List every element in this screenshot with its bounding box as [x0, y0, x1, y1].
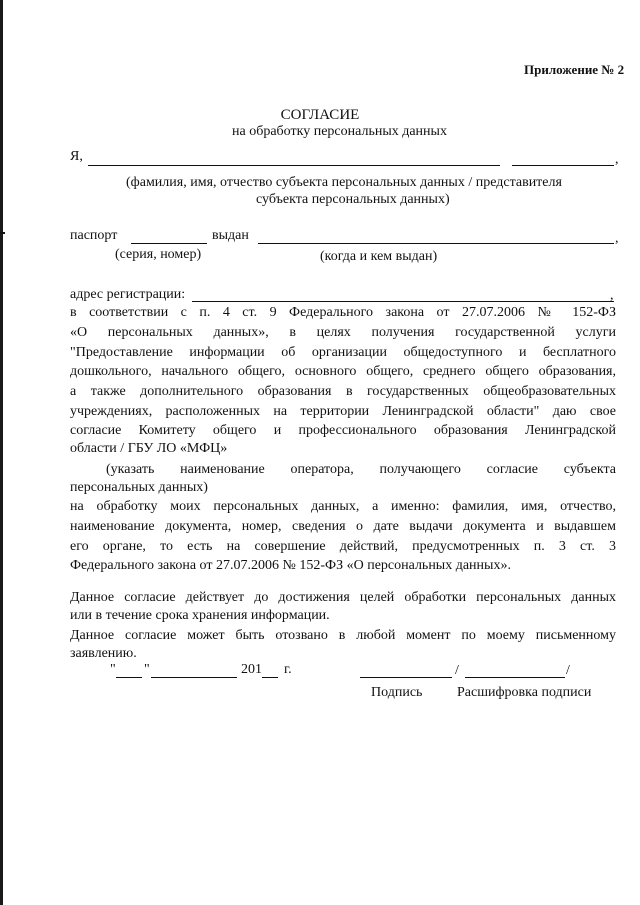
body-line: дошкольного, начального общего, основного общего, среднего общего образования, — [70, 364, 616, 379]
name-prefix: Я, — [70, 149, 83, 164]
revoke-line: Данное согласие может быть отозвано в любой момент по моему письменному — [70, 628, 616, 643]
name-field-line[interactable] — [88, 165, 500, 166]
purpose-line: наименование документа, номер, сведения о дате выдачи документа и выдавшем — [70, 519, 616, 534]
address-row-comma: , — [610, 288, 614, 303]
body-line: "Предоставление информации об организации общедоступного и бесплатного — [70, 345, 616, 360]
passport-number-line[interactable] — [131, 243, 207, 244]
signature-decoding-caption: Расшифровка подписи — [457, 685, 592, 700]
revoke-line: заявлению. — [70, 646, 137, 661]
issued-by-line[interactable] — [258, 243, 614, 244]
date-year-suffix: г. — [284, 662, 292, 677]
name-caption-line: субъекта персональных данных) — [256, 192, 450, 207]
date-year-line[interactable] — [262, 677, 278, 678]
body-line: учреждениях, расположенных на территории Ленинградской области" даю свое — [70, 404, 616, 419]
purpose-line: Федерального закона от 27.07.2006 № 152-ФЗ «О персональных данных». — [70, 558, 511, 573]
date-month-line[interactable] — [151, 677, 237, 678]
operator-caption-line: (указать наименование оператора, получающего согласие субъекта — [106, 462, 616, 477]
operator-caption-line: персональных данных) — [70, 480, 208, 495]
date-close-quote: " — [144, 662, 150, 677]
signature-decoding-line[interactable] — [465, 677, 565, 678]
date-open-quote: " — [110, 662, 116, 677]
purpose-line: на обработку моих персональных данных, а именно: фамилия, имя, отчество, — [70, 499, 616, 514]
date-day-line[interactable] — [116, 677, 142, 678]
signature-line[interactable] — [360, 677, 452, 678]
body-line: в соответствии с п. 4 ст. 9 Федерального закона от 27.07.2006 № 152-ФЗ — [70, 305, 616, 320]
date-year-prefix: 201 — [241, 662, 262, 677]
issued-by-caption: (когда и кем выдан) — [320, 249, 438, 264]
issued-label: выдан — [212, 228, 249, 243]
address-label: адрес регистрации: — [70, 287, 186, 302]
body-line: согласие Комитету общего и профессионального образования Ленинградской — [70, 423, 616, 438]
name-caption-line: (фамилия, имя, отчество субъекта персональных данных / представителя — [126, 175, 562, 190]
signature-caption: Подпись — [371, 685, 423, 700]
appendix-label: Приложение № 2 — [524, 62, 625, 77]
scan-left-edge — [0, 0, 3, 905]
signature-slash: / — [566, 663, 570, 678]
name-row-comma: , — [615, 152, 619, 167]
signature-slash: / — [455, 663, 459, 678]
body-line: а также дополнительного образования в государственных общеобразовательных — [70, 384, 616, 399]
passport-series-caption: (серия, номер) — [115, 247, 202, 262]
scan-mark — [0, 232, 5, 234]
document-title: СОГЛАСИЕ — [280, 107, 360, 123]
validity-line: или в течение срока хранения информации. — [70, 608, 330, 623]
passport-label: паспорт — [70, 228, 118, 243]
passport-row-comma: , — [615, 231, 619, 246]
purpose-line: его органе, то есть на совершение действий, предусмотренных п. 3 ст. 3 — [70, 539, 616, 554]
address-field-line[interactable] — [192, 301, 614, 302]
operator-name: области / ГБУ ЛО «МФЦ» — [70, 441, 228, 456]
validity-line: Данное согласие действует до достижения целей обработки персональных данных — [70, 590, 616, 605]
name-field-line-2[interactable] — [512, 165, 614, 166]
document-subtitle: на обработку персональных данных — [232, 124, 447, 139]
body-line: «О персональных данных», в целях получения государственной услуги — [70, 325, 616, 340]
